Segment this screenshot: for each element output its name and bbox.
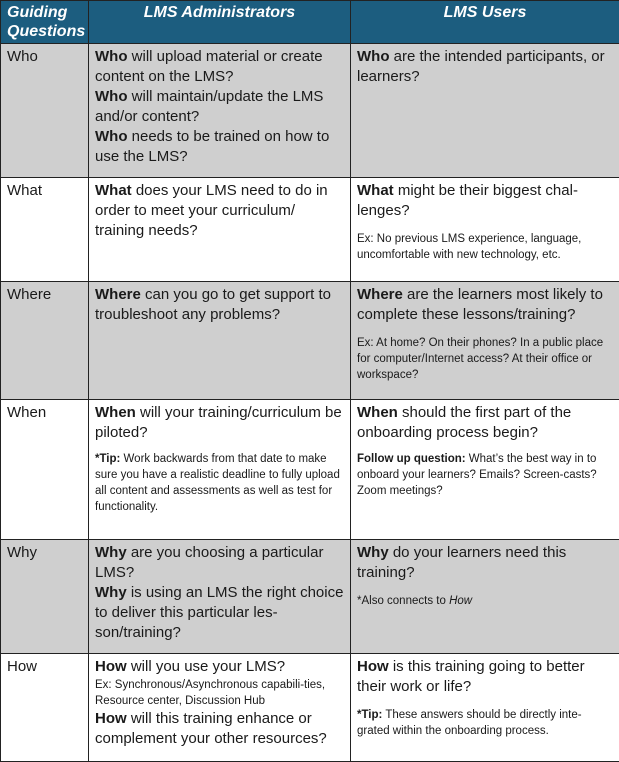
tip-label: *Tip:: [95, 453, 120, 465]
header-guiding-line2: Questions: [7, 22, 82, 41]
users-cell: [351, 654, 619, 762]
keyword: What: [95, 182, 132, 199]
admin-question: [95, 87, 344, 127]
row-label: How: [1, 654, 89, 762]
keyword: Who: [357, 48, 389, 65]
users-cell: [351, 400, 619, 540]
admin-question: [95, 709, 344, 749]
admin-question: [95, 403, 344, 443]
question-text: does your LMS need to do in order to meet your curriculum/ training needs?: [95, 182, 328, 239]
admin-cell: [89, 178, 351, 282]
keyword: How: [95, 658, 127, 675]
admin-question: [95, 47, 344, 87]
header-guiding-line1: Guiding: [7, 3, 82, 22]
users-question: [357, 657, 613, 697]
users-question: [357, 543, 613, 583]
row-when: [1, 400, 619, 540]
keyword: Who: [95, 48, 127, 65]
question-text: will upload material or create content on the LMS?: [95, 48, 323, 85]
followup-label: Follow up question:: [357, 453, 466, 465]
header-lms-administrators: LMS Administrators: [89, 1, 351, 44]
users-example-note: Ex: At home? On their phones? In a public place for computer/Internet access? At their office or workspace?: [357, 335, 613, 383]
keyword: Who: [95, 88, 127, 105]
keyword: Why: [95, 584, 127, 601]
admin-cell: [89, 654, 351, 762]
admin-question: [95, 181, 344, 241]
users-question: [357, 181, 613, 221]
row-who: [1, 44, 619, 178]
keyword: Where: [95, 286, 141, 303]
admin-cell: [89, 44, 351, 178]
question-text: will maintain/update the LMS and/or content?: [95, 88, 323, 125]
users-cell: [351, 178, 619, 282]
admin-question: [95, 657, 344, 677]
users-followup-note: [357, 451, 613, 499]
question-text: are you choosing a particular LMS?: [95, 544, 323, 581]
users-question: [357, 285, 613, 325]
keyword: Why: [95, 544, 127, 561]
keyword: How: [95, 710, 127, 727]
users-cell: [351, 44, 619, 178]
keyword: Why: [357, 544, 389, 561]
question-text: is this training going to better their work or life?: [357, 658, 585, 695]
users-tip-note: [357, 707, 613, 739]
connects-text: *Also connects to: [357, 595, 449, 607]
users-cell: [351, 282, 619, 400]
question-text: is using an LMS the right choice to deliver this particular les-son/training?: [95, 584, 343, 641]
keyword: Who: [95, 128, 127, 145]
users-cell: [351, 540, 619, 654]
tip-text: These answers should be directly inte-grated within the onboarding process.: [357, 709, 582, 737]
admin-question: [95, 285, 344, 325]
users-example-note: Ex: No previous LMS experience, language, uncomfortable with new technology, etc.: [357, 231, 613, 263]
admin-tip-note: [95, 451, 344, 515]
admin-question: [95, 127, 344, 167]
row-why: [1, 540, 619, 654]
followup-text: What’s the best way in to onboard your learners? Emails? Screen-casts? Zoom meetings?: [357, 453, 597, 497]
admin-question: [95, 543, 344, 583]
header-lms-users: LMS Users: [351, 1, 619, 44]
question-text: will your training/curriculum be piloted?: [95, 404, 342, 441]
row-what: [1, 178, 619, 282]
header-guiding-questions: [1, 1, 89, 44]
keyword: What: [357, 182, 394, 199]
tip-text: Work backwards from that date to make sure you have a realistic deadline to fully upload all content and assessments as well as test for functionality.: [95, 453, 340, 513]
question-text: are the learners most likely to complete these lessons/training?: [357, 286, 603, 323]
row-label: Where: [1, 282, 89, 400]
admin-example-note: Ex: Synchronous/Asynchronous capabili-ties, Resource center, Discussion Hub: [95, 677, 344, 709]
question-text: will you use your LMS?: [127, 658, 285, 675]
row-where: [1, 282, 619, 400]
question-text: should the first part of the onboarding process begin?: [357, 404, 571, 441]
question-text: do your learners need this training?: [357, 544, 566, 581]
users-connects-note: [357, 593, 613, 609]
question-text: can you go to get support to troubleshoot any problems?: [95, 286, 331, 323]
tip-label: *Tip:: [357, 709, 382, 721]
admin-question: [95, 583, 344, 643]
users-question: [357, 47, 613, 87]
question-text: are the intended participants, or learners?: [357, 48, 605, 85]
question-text: will this training enhance or complement your other resources?: [95, 710, 327, 747]
keyword: How: [357, 658, 389, 675]
question-text: might be their biggest chal-lenges?: [357, 182, 578, 219]
admin-cell: [89, 282, 351, 400]
row-label: Who: [1, 44, 89, 178]
keyword: When: [357, 404, 398, 421]
users-question: [357, 403, 613, 443]
row-label: When: [1, 400, 89, 540]
row-label: Why: [1, 540, 89, 654]
connects-italic: How: [449, 595, 472, 607]
row-how: [1, 654, 619, 762]
row-label: What: [1, 178, 89, 282]
keyword: When: [95, 404, 136, 421]
header-row: [1, 1, 619, 44]
admin-cell: [89, 540, 351, 654]
question-text: needs to be trained on how to use the LMS?: [95, 128, 329, 165]
keyword: Where: [357, 286, 403, 303]
admin-cell: [89, 400, 351, 540]
